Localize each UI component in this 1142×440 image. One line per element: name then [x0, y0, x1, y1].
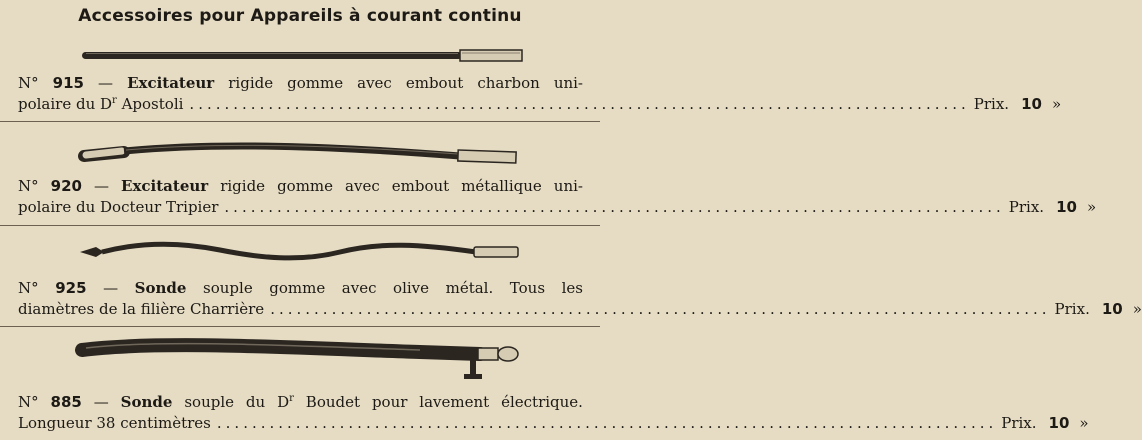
excitateur-920-illustration [0, 140, 600, 172]
sonde-925-illustration [0, 238, 600, 268]
item-description-line2: diamètres de la filière Charrière [18, 300, 265, 318]
item-number: 925 [55, 279, 87, 297]
item-prefix: N° [18, 279, 39, 297]
item-price: Prix. 10 » [1008, 198, 1097, 216]
item-prefix: N° [18, 74, 39, 92]
item-dash: — [93, 393, 109, 411]
leader-dots: ......................................................................................... [224, 198, 1005, 216]
item-price: Prix. 10 » [1054, 300, 1142, 318]
item-keyword: Excitateur [121, 177, 209, 195]
leader-dots: ......................................................................................... [270, 300, 1051, 318]
item-description-line2: Longueur 38 centimètres [18, 414, 211, 432]
catalog-entry-885 [18, 392, 1089, 434]
item-number: 915 [52, 74, 84, 92]
catalog-title: Accessoires pour Appareils à courant continu [78, 6, 522, 26]
sonde-885-illustration [0, 336, 600, 384]
leader-dots: ......................................................................................... [189, 95, 970, 113]
item-keyword: Sonde [120, 393, 173, 411]
item-description-line2: polaire du Docteur Tripier [18, 198, 219, 216]
item-description-line1: souple gomme avec olive métal. Tous les [203, 279, 583, 297]
item-dash: — [98, 74, 114, 92]
item-dash: — [94, 177, 109, 195]
item-dash: — [103, 279, 119, 297]
excitateur-915-illustration [0, 44, 600, 68]
item-price: Prix. 10 » [973, 95, 1062, 113]
separator-rule [0, 121, 600, 122]
item-description-line2: polaire du $D^r$ Apostoli [18, 95, 184, 113]
item-description-line1: rigide gomme avec embout charbon uni- [228, 74, 584, 92]
leader-dots: ......................................................................................... [216, 414, 998, 432]
catalog-entry-915 [18, 73, 1062, 115]
item-number: 885 [50, 393, 82, 411]
item-description-line1: souple du $D^r$ Boudet pour lavement électrique. [184, 393, 583, 411]
item-prefix: N° [18, 393, 39, 411]
separator-rule [0, 326, 600, 327]
item-price: Prix. 10 » [1001, 414, 1089, 432]
item-prefix: N° [18, 177, 39, 195]
catalog-entry-925 [18, 278, 1142, 320]
item-keyword: Sonde [134, 279, 187, 297]
catalog-entry-920 [18, 176, 1097, 218]
separator-rule [0, 225, 600, 226]
item-number: 920 [50, 177, 82, 195]
item-keyword: Excitateur [127, 74, 215, 92]
item-description-line1: rigide gomme avec embout métallique uni- [220, 177, 583, 195]
